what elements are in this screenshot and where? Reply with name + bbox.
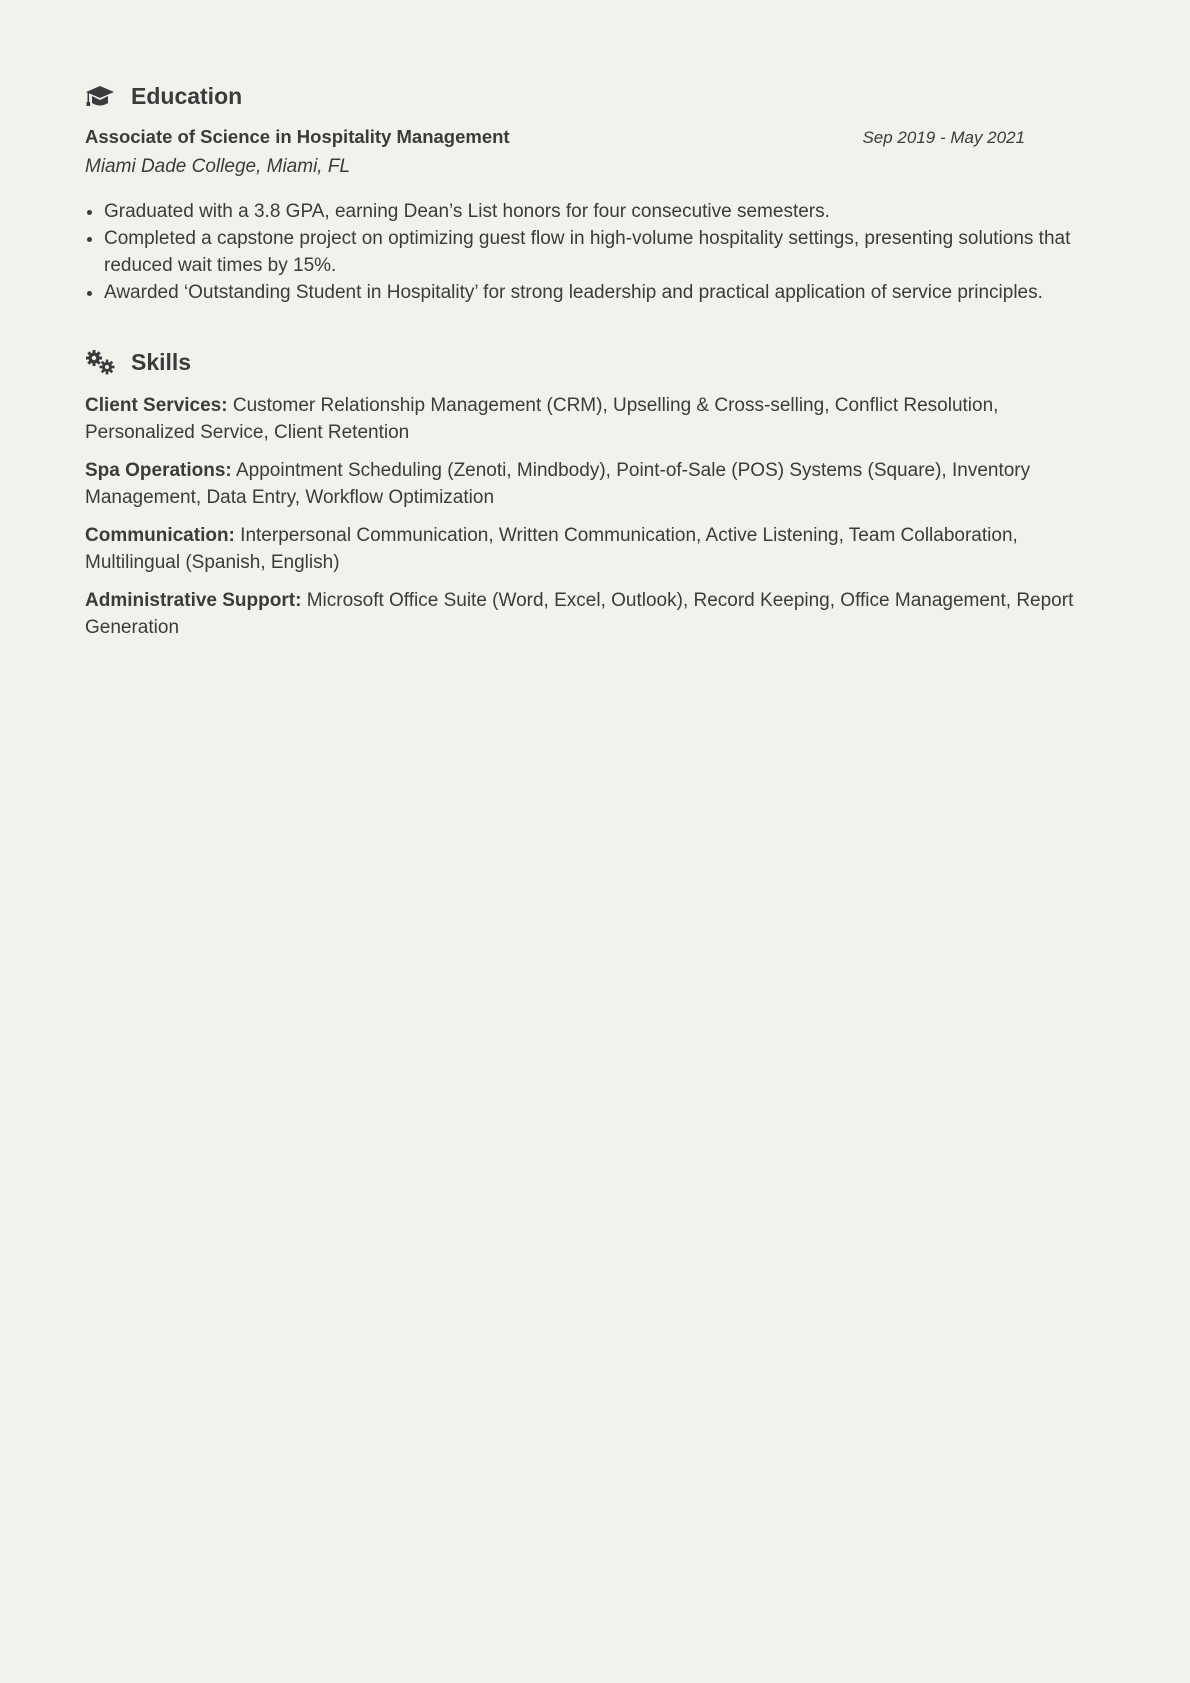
skill-row	[85, 522, 1110, 576]
skill-text: Customer Relationship Management (CRM), Upselling & Cross-selling, Conflict Resolution, Personalized Service, Client Retention	[85, 395, 999, 443]
gears-icon	[85, 349, 115, 375]
skill-row	[85, 587, 1110, 641]
degree-title: Associate of Science in Hospitality Management	[85, 126, 510, 147]
skills-header	[85, 346, 1110, 378]
list-item: • Completed a capstone project on optimizing guest flow in high-volume hospitality settings, presenting solutions that reduced wait times by 15%.	[104, 225, 1110, 279]
skill-text: Appointment Scheduling (Zenoti, Mindbody), Point-of-Sale (POS) Systems (Square), Inventory Management, Data Entry, Workflow Optimization	[85, 460, 1031, 508]
education-header	[85, 80, 1110, 112]
skill-label: Administrative Support:	[85, 590, 302, 611]
skill-text: Interpersonal Communication, Written Communication, Active Listening, Team Collaboration, Multilingual (Spanish, English)	[85, 525, 1018, 573]
school-name: Miami Dade College, Miami, FL	[85, 156, 351, 177]
education-dates: Sep 2019 - May 2021	[862, 128, 1025, 147]
skill-label: Spa Operations:	[85, 460, 232, 481]
graduation-cap-icon	[85, 83, 115, 109]
skill-row	[85, 457, 1110, 511]
skill-label: Communication:	[85, 525, 235, 546]
education-bullets	[85, 198, 1110, 306]
list-item: • Awarded ‘Outstanding Student in Hospitality’ for strong leadership and practical application of service principles.	[104, 279, 1110, 306]
skill-row	[85, 392, 1110, 446]
education-section	[85, 80, 1110, 306]
skills-section	[85, 346, 1110, 641]
list-item: • Graduated with a 3.8 GPA, earning Dean’s List honors for four consecutive semesters.	[104, 198, 1110, 225]
section-title: Education	[131, 82, 243, 109]
skill-label: Client Services:	[85, 395, 228, 416]
section-title: Skills	[131, 348, 192, 375]
skill-text: Microsoft Office Suite (Word, Excel, Outlook), Record Keeping, Office Management, Report Generation	[85, 590, 1074, 638]
resume-page	[85, 80, 1110, 652]
